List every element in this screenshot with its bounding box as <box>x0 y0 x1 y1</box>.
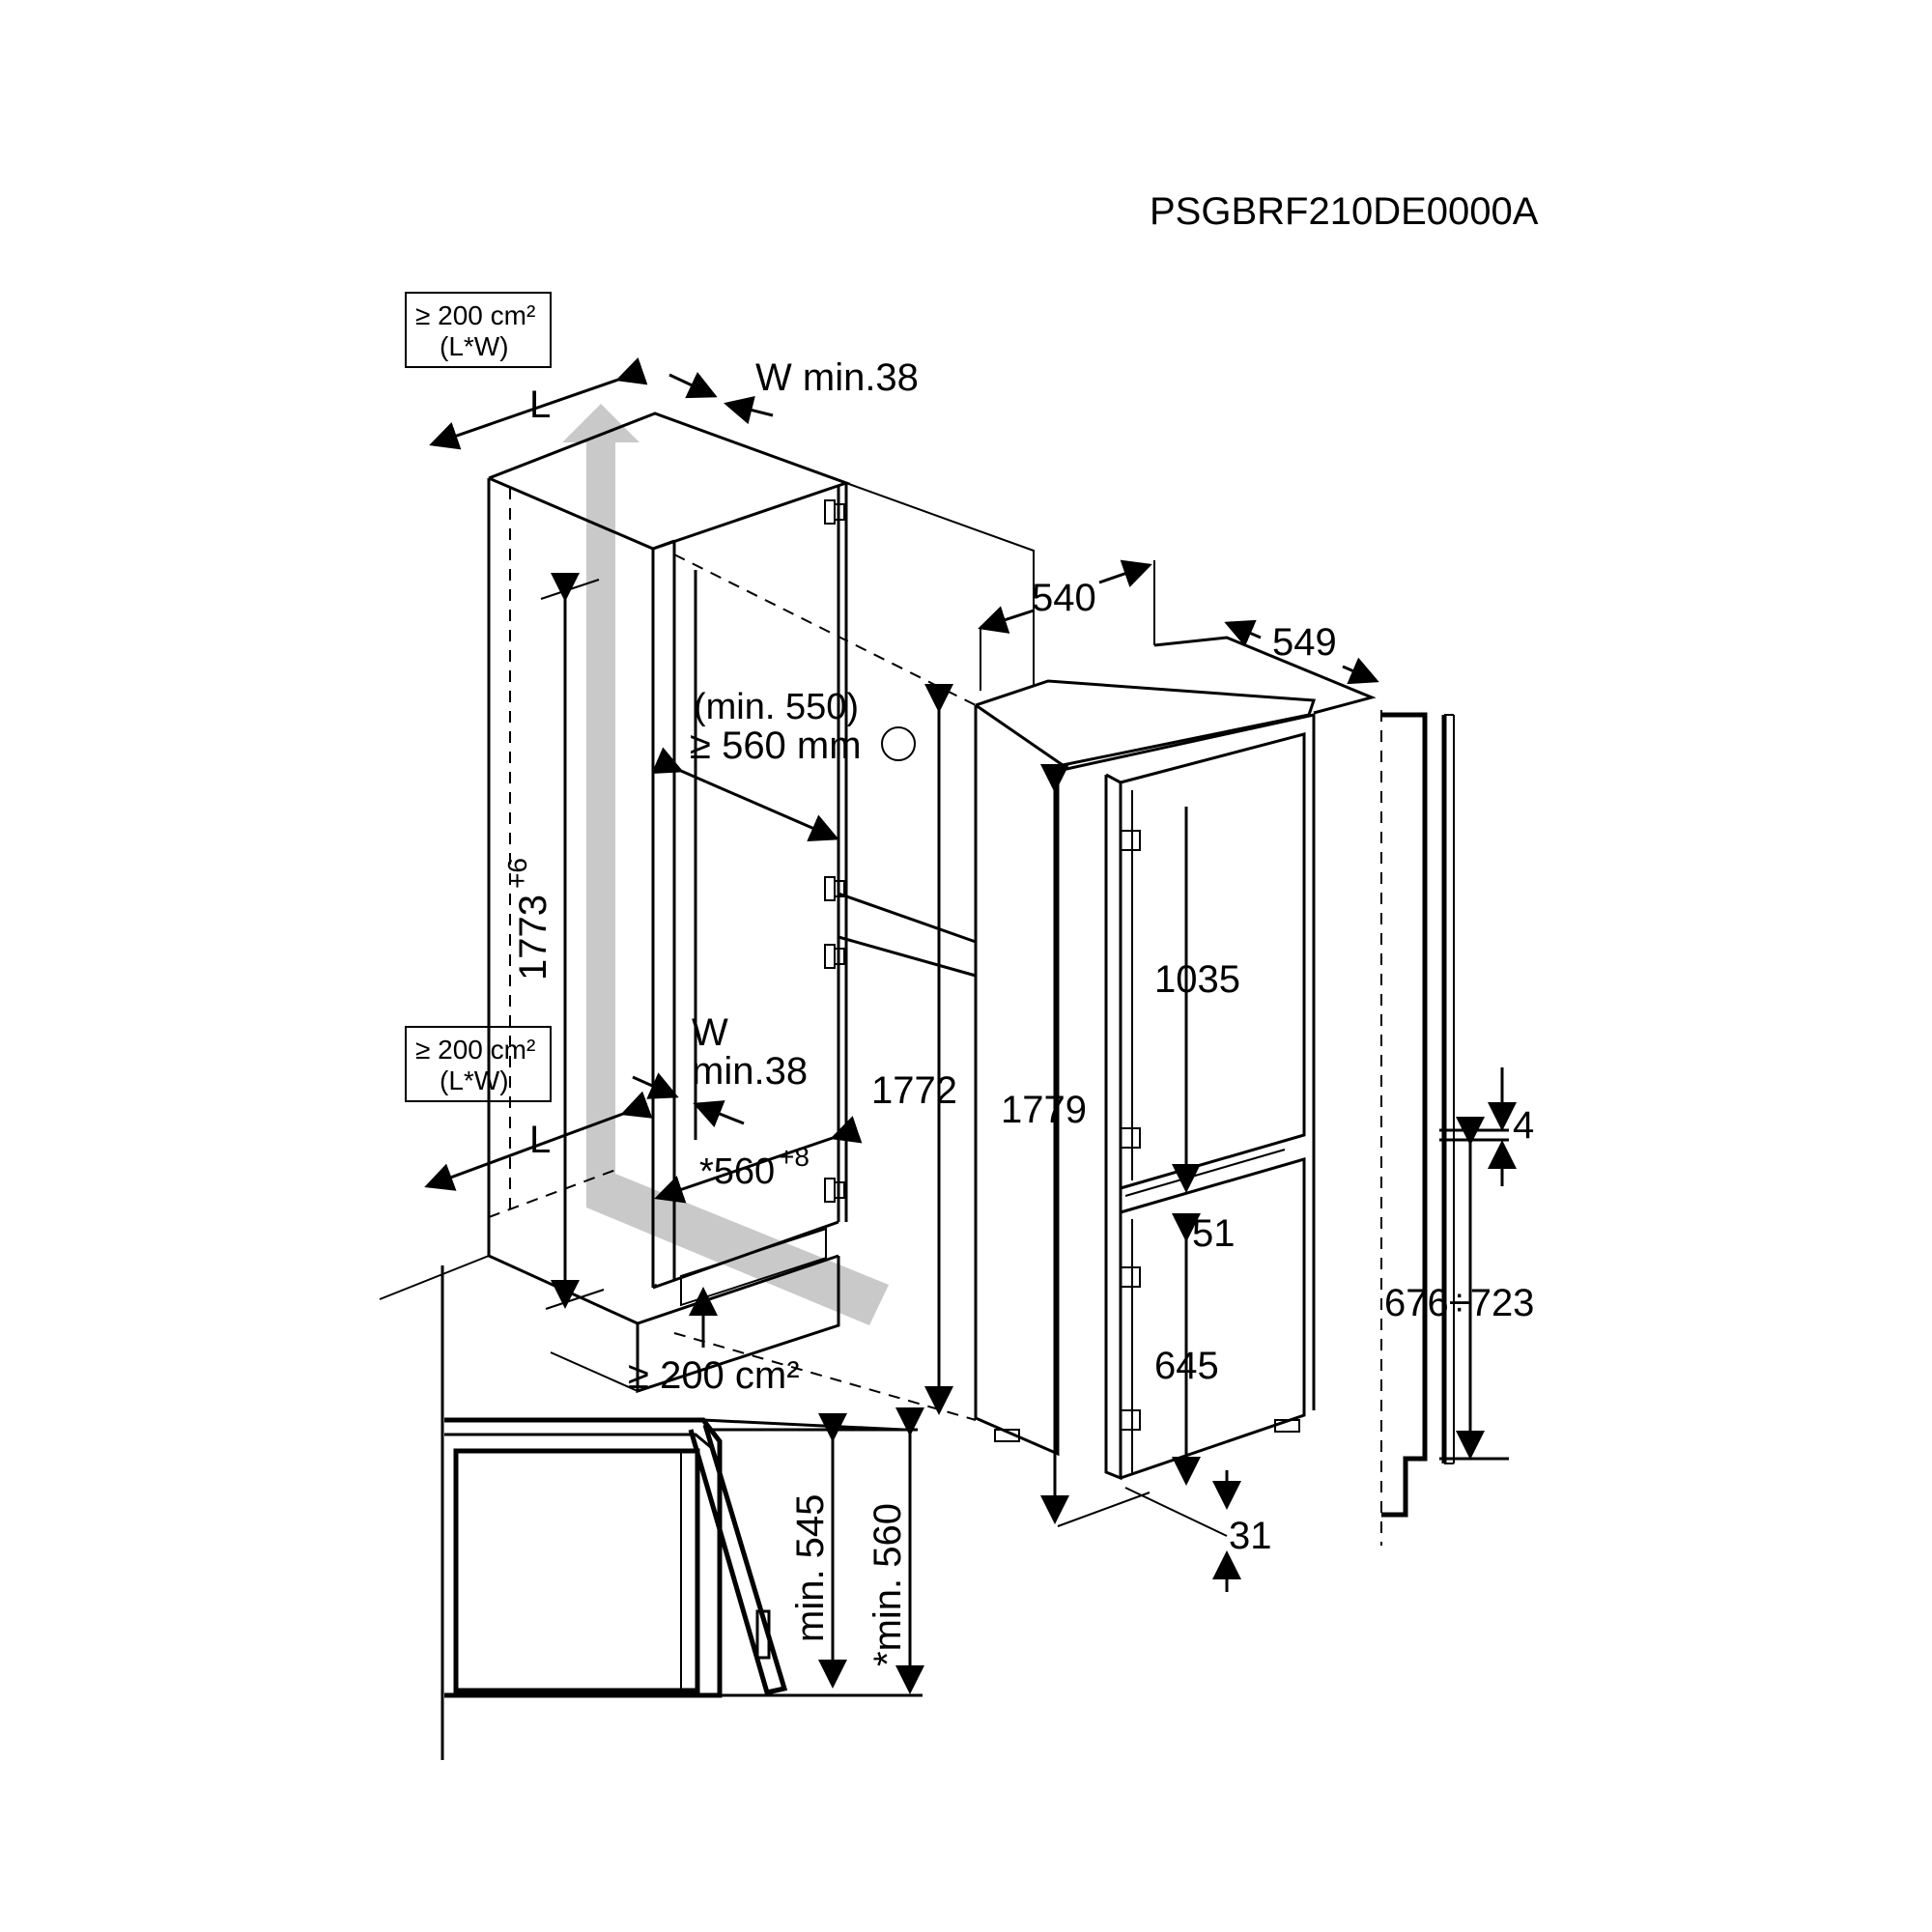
bottom-offset: 31 <box>1229 1515 1272 1557</box>
hinge-icon <box>825 1179 844 1202</box>
hinge-icon <box>1121 1128 1140 1148</box>
door-range: 676÷723 <box>1384 1282 1535 1324</box>
hinge-icon <box>825 877 844 900</box>
vent-bottom-L: L <box>529 1119 552 1161</box>
smiley-icon <box>882 727 915 760</box>
vent-plinth: ≥ 200 cm² <box>628 1354 800 1397</box>
section-detail <box>442 1265 923 1760</box>
hinge-icon <box>1121 831 1140 850</box>
vent-bottom-W: W <box>692 1011 728 1054</box>
hinge-icon <box>1121 1267 1140 1287</box>
appliance-height: 1779 <box>1001 1089 1087 1131</box>
vent-bottom-W-value: min.38 <box>692 1050 809 1093</box>
section-min-545: min. 545 <box>789 1493 832 1642</box>
vent-bottom-area: ≥ 200 cm² <box>415 1035 536 1065</box>
hinge-icon <box>825 500 844 524</box>
upper-door-height: 1035 <box>1154 958 1240 1001</box>
model-code: PSGBRF210DE0000A <box>1150 190 1539 233</box>
niche-height-tol: +6 <box>502 858 532 889</box>
vent-top-L: L <box>529 384 552 426</box>
vent-bottom-formula: (L*W) <box>440 1065 509 1095</box>
hinge-icon <box>1121 1410 1140 1430</box>
niche-cabinet <box>380 404 1034 1420</box>
vent-top-area: ≥ 200 cm² <box>415 300 536 330</box>
hinge-icon <box>825 945 844 968</box>
side-gap: 4 <box>1513 1104 1535 1147</box>
niche-depth-min: (min. 550) <box>694 687 860 727</box>
gap: 51 <box>1192 1212 1236 1255</box>
lower-door-height: 645 <box>1154 1345 1219 1387</box>
appliance-width: 540 <box>1032 577 1096 619</box>
niche-depth: ≥ 560 mm <box>690 724 862 767</box>
niche-height: 1773 <box>512 895 554 980</box>
niche-width: *560 <box>699 1151 776 1192</box>
appliance-height-niche: 1772 <box>871 1069 957 1112</box>
niche-width-tol: +8 <box>779 1142 810 1172</box>
vent-top-formula: (L*W) <box>440 331 509 361</box>
door-profile <box>1381 710 1509 1546</box>
appliance-depth: 549 <box>1272 621 1337 664</box>
section-min-560: *min. 560 <box>867 1503 909 1666</box>
vent-top-W: W min.38 <box>755 356 919 399</box>
